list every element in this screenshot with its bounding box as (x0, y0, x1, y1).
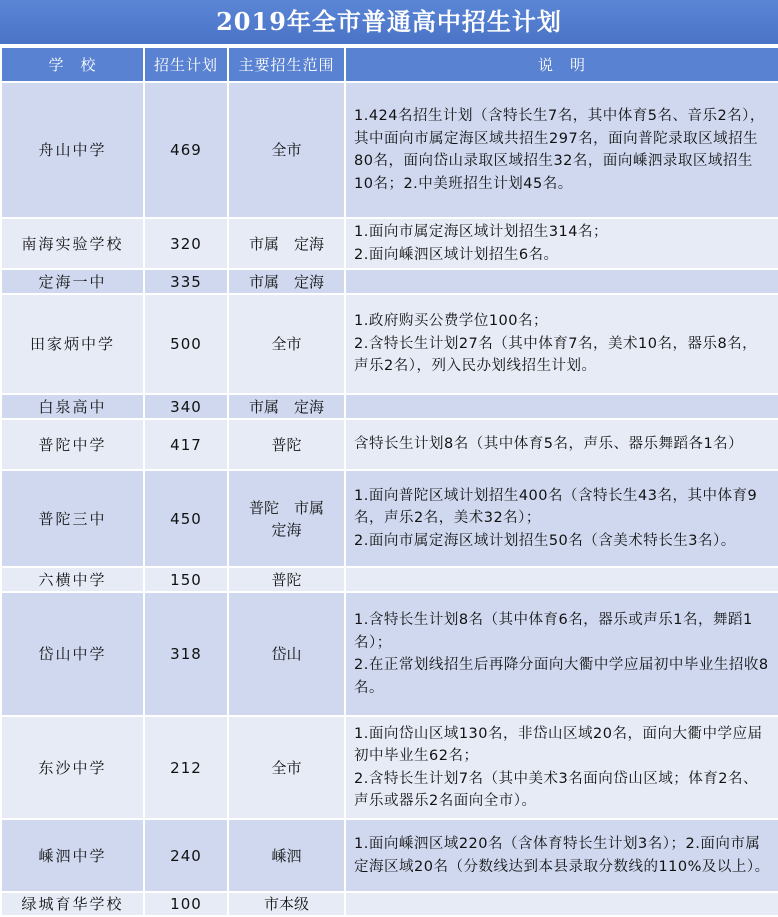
table-row (1, 592, 778, 716)
enrollment-plan-cell: 335 (144, 269, 228, 294)
note-cell (345, 819, 778, 892)
header-note: 说 明 (345, 47, 778, 82)
table-row (1, 294, 778, 394)
enrollment-plan-cell: 450 (144, 470, 228, 567)
enrollment-plan-cell: 417 (144, 419, 228, 470)
enrollment-plan-cell: 320 (144, 218, 228, 269)
note-cell (345, 892, 778, 916)
note-cell (345, 82, 778, 218)
note-line: 1.含特长生计划8名（其中体育6名，器乐或声乐1名，舞蹈1名）； (354, 612, 753, 651)
table-row (1, 394, 778, 419)
enrollment-plan-cell: 150 (144, 567, 228, 592)
note-cell (345, 218, 778, 269)
note-line: 1.面向岱山区域130名，非岱山区域20名，面向大衢中学应届初中毕业生62名； (354, 725, 763, 764)
note-line: 2.在正常划线招生后再降分面向大衢中学应届初中毕业生招收8名。 (354, 657, 769, 696)
table-row (1, 716, 778, 819)
table-row (1, 218, 778, 269)
note-cell (345, 419, 778, 470)
table-row (1, 419, 778, 470)
enrollment-scope-cell: 市属 定海 (228, 218, 345, 269)
enrollment-scope-cell: 嵊泗 (228, 819, 345, 892)
note-cell (345, 470, 778, 567)
table-row (1, 470, 778, 567)
table-row (1, 269, 778, 294)
enrollment-scope-cell: 市属 定海 (228, 394, 345, 419)
school-name-cell: 六横中学 (1, 567, 144, 592)
enrollment-plan-cell: 212 (144, 716, 228, 819)
enrollment-scope-cell: 市属 定海 (228, 269, 345, 294)
table-row (1, 819, 778, 892)
school-name-cell: 田家炳中学 (1, 294, 144, 394)
school-name-cell: 舟山中学 (1, 82, 144, 218)
enrollment-table (0, 46, 778, 917)
table-row (1, 82, 778, 218)
enrollment-scope-cell: 全市 (228, 294, 345, 394)
enrollment-scope-cell: 市本级 (228, 892, 345, 916)
enrollment-scope-cell: 全市 (228, 716, 345, 819)
enrollment-scope-cell: 全市 (228, 82, 345, 218)
note-line: 1.政府购买公费学位100名； (354, 313, 549, 330)
school-name-cell: 东沙中学 (1, 716, 144, 819)
school-name-cell: 绿城育华学校 (1, 892, 144, 916)
enrollment-scope-cell: 普陀 (228, 567, 345, 592)
enrollment-plan-cell: 240 (144, 819, 228, 892)
school-name-cell: 岱山中学 (1, 592, 144, 716)
school-name-cell: 南海实验学校 (1, 218, 144, 269)
note-line: 含特长生计划8名（其中体育5名，声乐、器乐舞蹈各1名） (354, 436, 744, 453)
note-cell (345, 592, 778, 716)
note-line: 1.面向嵊泗区域220名（含体育特长生计划3名）；2.面向市属定海区域20名（分数线达到本县录取分数线的110%及以上）。 (354, 836, 770, 875)
note-cell (345, 394, 778, 419)
note-cell (345, 269, 778, 294)
note-line: 2.面向市属定海区域计划招生50名（含美术特长生3名）。 (354, 532, 736, 549)
page-title: 2019年全市普通高中招生计划 (0, 0, 778, 46)
note-cell (345, 567, 778, 592)
school-name-cell: 嵊泗中学 (1, 819, 144, 892)
note-line: 2.面向嵊泗区域计划招生6名。 (354, 246, 559, 263)
header-scope: 主要招生范围 (228, 47, 345, 82)
table-row (1, 567, 778, 592)
note-line: 1.面向市属定海区域计划招生314名； (354, 224, 609, 240)
enrollment-scope-cell: 普陀 市属定海 (228, 470, 345, 567)
table-header-row (1, 47, 778, 82)
enrollment-plan-cell: 318 (144, 592, 228, 716)
header-plan: 招生计划 (144, 47, 228, 82)
note-line: 1.面向普陀区域计划招生400名（含特长生43名，其中体育9名，声乐2名，美术32名）； (354, 487, 758, 527)
header-school: 学 校 (1, 47, 144, 82)
enrollment-plan-cell: 100 (144, 892, 228, 916)
note-cell (345, 294, 778, 394)
table-row (1, 892, 778, 916)
school-name-cell: 白泉高中 (1, 394, 144, 419)
enrollment-plan-cell: 340 (144, 394, 228, 419)
enrollment-plan-cell: 469 (144, 82, 228, 218)
enrollment-scope-cell: 普陀 (228, 419, 345, 470)
school-name-cell: 普陀中学 (1, 419, 144, 470)
note-line: 2.含特长生计划27名（其中体育7名，美术10名，器乐8名，声乐2名），列入民办划线招生计划。 (354, 335, 758, 375)
note-line: 2.含特长生计划7名（其中美术3名面向岱山区域；体育2名、声乐或器乐2名面向全市）。 (354, 770, 759, 809)
note-line: 1.424名招生计划（含特长生7名，其中体育5名、音乐2名），其中面向市属定海区域共招生297名，面向普陀录取区域招生80名，面向岱山录取区域招生32名，面向嵊泗录取区域招生10名；2.中美班招生计划45名。 (354, 108, 765, 192)
enrollment-plan-cell: 500 (144, 294, 228, 394)
note-cell (345, 716, 778, 819)
enrollment-scope-cell: 岱山 (228, 592, 345, 716)
school-name-cell: 定海一中 (1, 269, 144, 294)
school-name-cell: 普陀三中 (1, 470, 144, 567)
